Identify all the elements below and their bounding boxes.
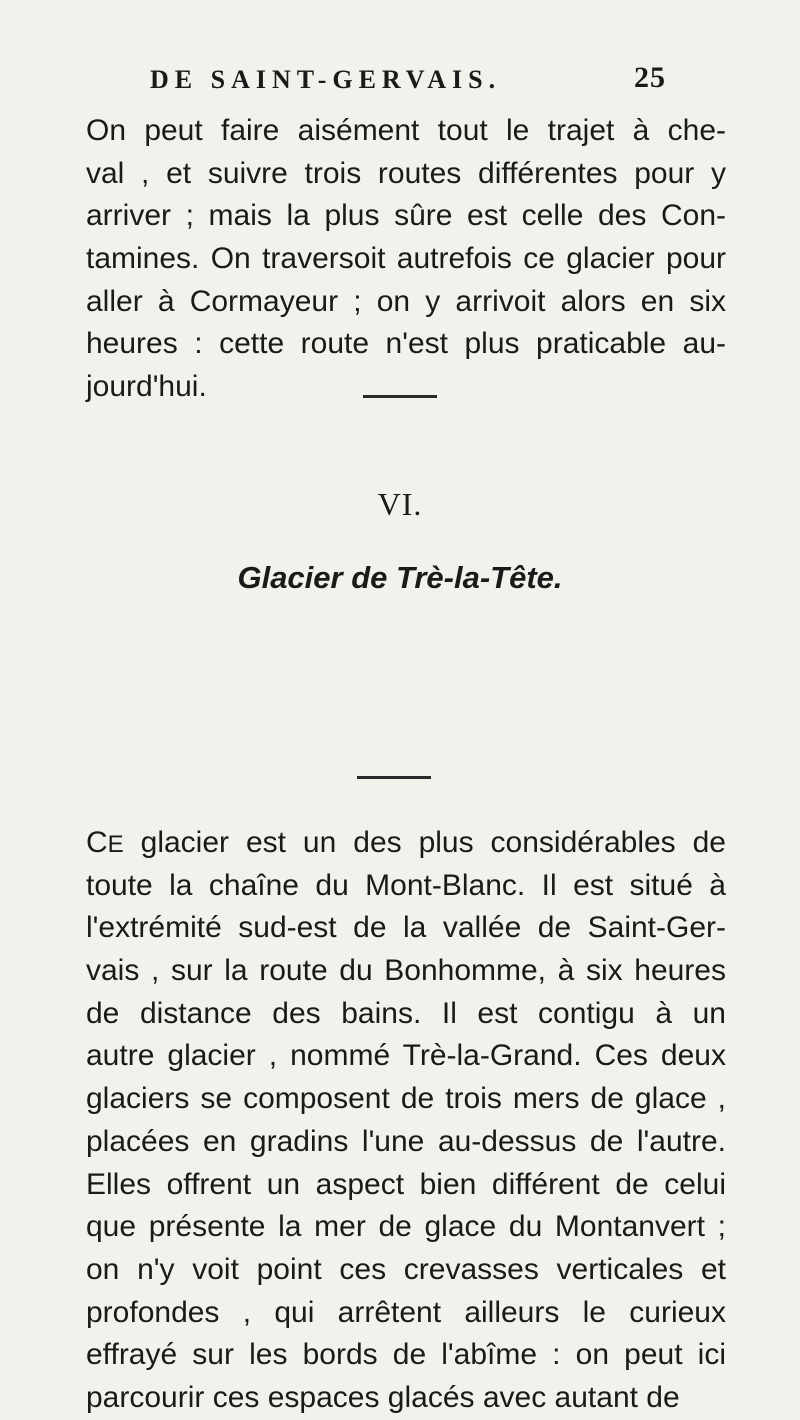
text-line: glaciers se composent de trois mers de glace , <box>86 1082 726 1116</box>
section-divider-top <box>363 395 437 398</box>
smallcap-letter: E <box>107 831 124 858</box>
text-line: parcourir ces espaces glacés avec autant de <box>86 1380 680 1414</box>
text-line: tamines. On traversoit autrefois ce glacier pour <box>86 242 726 276</box>
text-line: vais , sur la route du Bonhomme, à six heures <box>86 954 726 988</box>
text-line: que présente la mer de glace du Montanvert ; <box>86 1210 726 1244</box>
text-line: de distance des bains. Il est contigu à un <box>86 996 726 1030</box>
text-line: toute la chaîne du Mont-Blanc. Il est situé à <box>86 868 726 902</box>
section-title: Glacier de Trè-la-Tête. <box>237 560 563 595</box>
paragraph-2 <box>86 822 726 1420</box>
text-line: arriver ; mais la plus sûre est celle des Con- <box>86 199 726 233</box>
section-number: VI. <box>377 486 423 522</box>
text-line: aller à Cormayeur ; on y arrivoit alors en six <box>86 284 726 318</box>
text-line: heures : cette route n'est plus praticable au- <box>86 327 726 361</box>
text-line: jourd'hui. <box>86 370 207 404</box>
text-line: effrayé sur les bords de l'abîme : on peut ici <box>86 1338 726 1372</box>
text-line: Elles offrent un aspect bien différent de celui <box>86 1167 726 1201</box>
text-line: placées en gradins l'une au-dessus de l'autre. <box>86 1124 726 1158</box>
text-line-first <box>86 822 726 865</box>
dropcap-letter: C <box>86 826 108 859</box>
page-number: 25 <box>634 61 666 94</box>
section-divider-bottom <box>357 776 431 779</box>
running-title: DE SAINT-GERVAIS. <box>150 65 502 94</box>
first-line-text: glacier est un des plus considérables de <box>123 826 726 859</box>
paragraph-1 <box>86 110 726 409</box>
text-line: l'extrémité sud-est de la vallée de Saint-Ger- <box>86 911 726 945</box>
running-head <box>150 61 666 105</box>
text-line: val , et suivre trois routes différentes pour y <box>86 156 726 190</box>
text-line: profondes , qui arrêtent ailleurs le curieux <box>86 1295 726 1329</box>
text-line: on n'y voit point ces crevasses verticales et <box>86 1252 726 1286</box>
text-line: On peut faire aisément tout le trajet à che- <box>86 114 726 147</box>
text-line: autre glacier , nommé Trè-la-Grand. Ces deux <box>86 1039 726 1073</box>
